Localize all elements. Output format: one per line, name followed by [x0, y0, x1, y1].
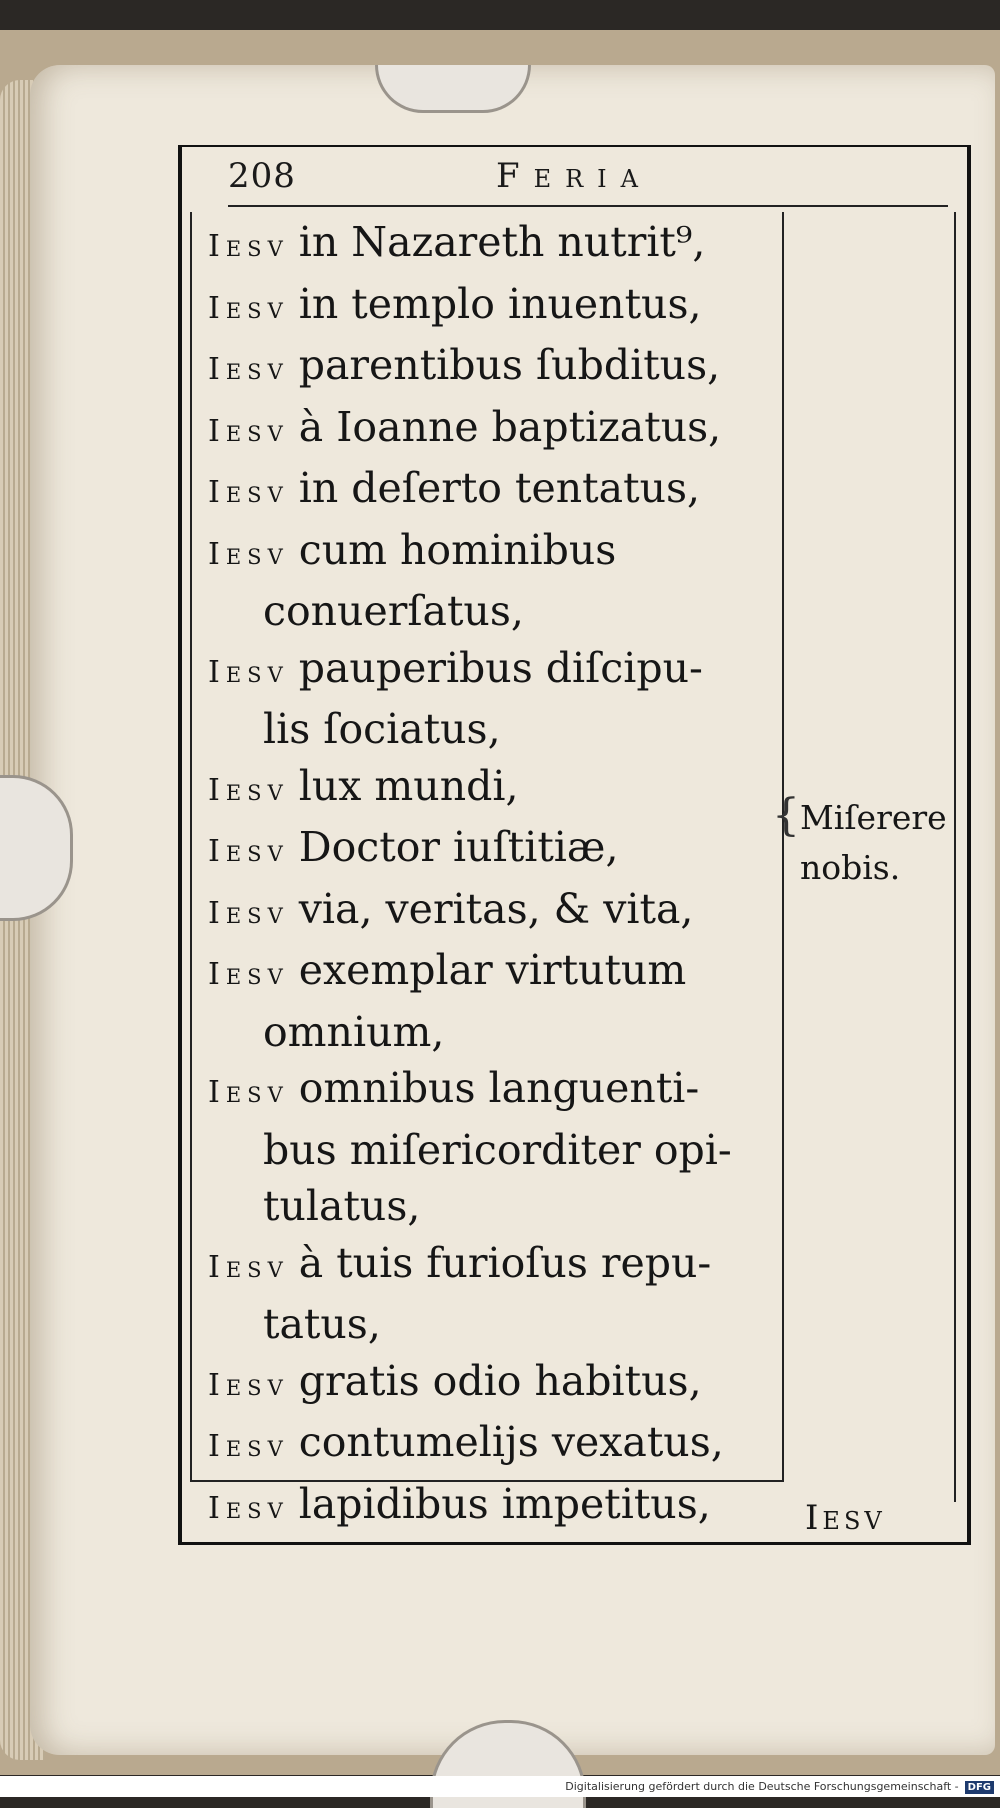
invocation-text: à tuis furioſus repu- — [298, 1238, 712, 1287]
litany-line — [208, 276, 783, 338]
litany-line — [208, 942, 783, 1004]
invocation-text: in Nazareth nutrit⁹, — [298, 218, 706, 266]
litany-line — [208, 583, 783, 640]
invocation-name: Iesv — [208, 413, 289, 449]
litany-line — [208, 1296, 783, 1353]
litany-line — [208, 522, 783, 584]
litany-line — [208, 881, 783, 943]
litany-line — [208, 1122, 783, 1179]
digitization-footer — [0, 1776, 1000, 1797]
invocation-text: omnibus languenti- — [298, 1064, 700, 1112]
litany-line — [208, 1476, 783, 1538]
invocation-name: Iesv — [208, 1429, 289, 1464]
invocation-text: conuerſatus, — [263, 587, 524, 635]
invocation-text: omnium, — [263, 1007, 445, 1056]
invocation-text: parentibus ſubditus, — [298, 341, 721, 389]
invocation-text: tatus, — [263, 1300, 381, 1348]
invocation-text: exemplar virtutum — [298, 946, 687, 994]
invocation-text: tulatus, — [263, 1182, 421, 1230]
invocation-text: gratis odio habitus, — [298, 1356, 702, 1405]
invocation-name: Iesv — [208, 352, 289, 387]
invocation-text: lapidibus impetitus, — [298, 1479, 711, 1528]
refrain-line-2: nobis. — [800, 848, 901, 887]
brace-mark: { — [772, 790, 800, 841]
dfg-logo: DFG — [965, 1781, 994, 1794]
invocation-text: in deſerto tentatus, — [298, 464, 701, 512]
invocation-name: Iesv — [208, 895, 289, 931]
invocation-name: Iesv — [208, 1249, 289, 1285]
invocation-name: Iesv — [208, 957, 289, 992]
litany-lines — [208, 214, 783, 1537]
invocation-name: Iesv — [208, 475, 289, 510]
invocation-text: pauperibus diſcipu- — [298, 643, 703, 692]
invocation-name: Iesv — [208, 654, 289, 690]
litany-line — [208, 214, 783, 276]
header-rule — [228, 205, 948, 207]
litany-line — [208, 819, 783, 881]
refrain-line-1: Miſerere — [800, 798, 947, 837]
invocation-name: Iesv — [208, 1075, 289, 1110]
running-head: Feria — [496, 156, 652, 196]
invocation-text: Doctor iuſtitiæ, — [298, 823, 619, 871]
invocation-name: Iesv — [208, 772, 289, 808]
litany-line — [208, 758, 783, 820]
litany-line — [208, 399, 783, 461]
litany-line — [208, 337, 783, 399]
catchword: Iesv — [805, 1498, 886, 1538]
litany-line — [208, 460, 783, 522]
invocation-text: lis ſociatus, — [263, 705, 501, 753]
invocation-text: bus miſericorditer opi- — [263, 1125, 732, 1174]
litany-line — [208, 1004, 783, 1061]
invocation-name: Iesv — [208, 229, 289, 264]
invocation-text: lux mundi, — [298, 761, 519, 810]
litany-line — [208, 1235, 783, 1297]
page-header — [228, 152, 928, 202]
litany-line — [208, 640, 783, 702]
footer-credit: Digitalisierung gefördert durch die Deutsche Forschungsgemeinschaft - — [565, 1780, 959, 1793]
litany-line — [208, 1060, 783, 1122]
litany-line — [208, 701, 783, 758]
invocation-name: Iesv — [208, 290, 289, 326]
invocation-name: Iesv — [208, 1367, 289, 1403]
book-clip-top — [375, 65, 531, 113]
invocation-text: contumelijs vexatus, — [298, 1418, 724, 1466]
invocation-text: cum hominibus — [298, 525, 617, 574]
invocation-text: in templo inuentus, — [298, 279, 702, 328]
litany-line — [208, 1414, 783, 1476]
invocation-text: à Ioanne baptizatus, — [298, 402, 722, 451]
invocation-name: Iesv — [208, 536, 289, 572]
invocation-name: Iesv — [208, 834, 289, 869]
litany-line — [208, 1353, 783, 1415]
page-number: 208 — [228, 156, 296, 196]
refrain — [800, 793, 947, 893]
invocation-name: Iesv — [208, 1490, 289, 1526]
litany-line — [208, 1178, 783, 1235]
invocation-text: via, veritas, & vita, — [298, 884, 694, 933]
